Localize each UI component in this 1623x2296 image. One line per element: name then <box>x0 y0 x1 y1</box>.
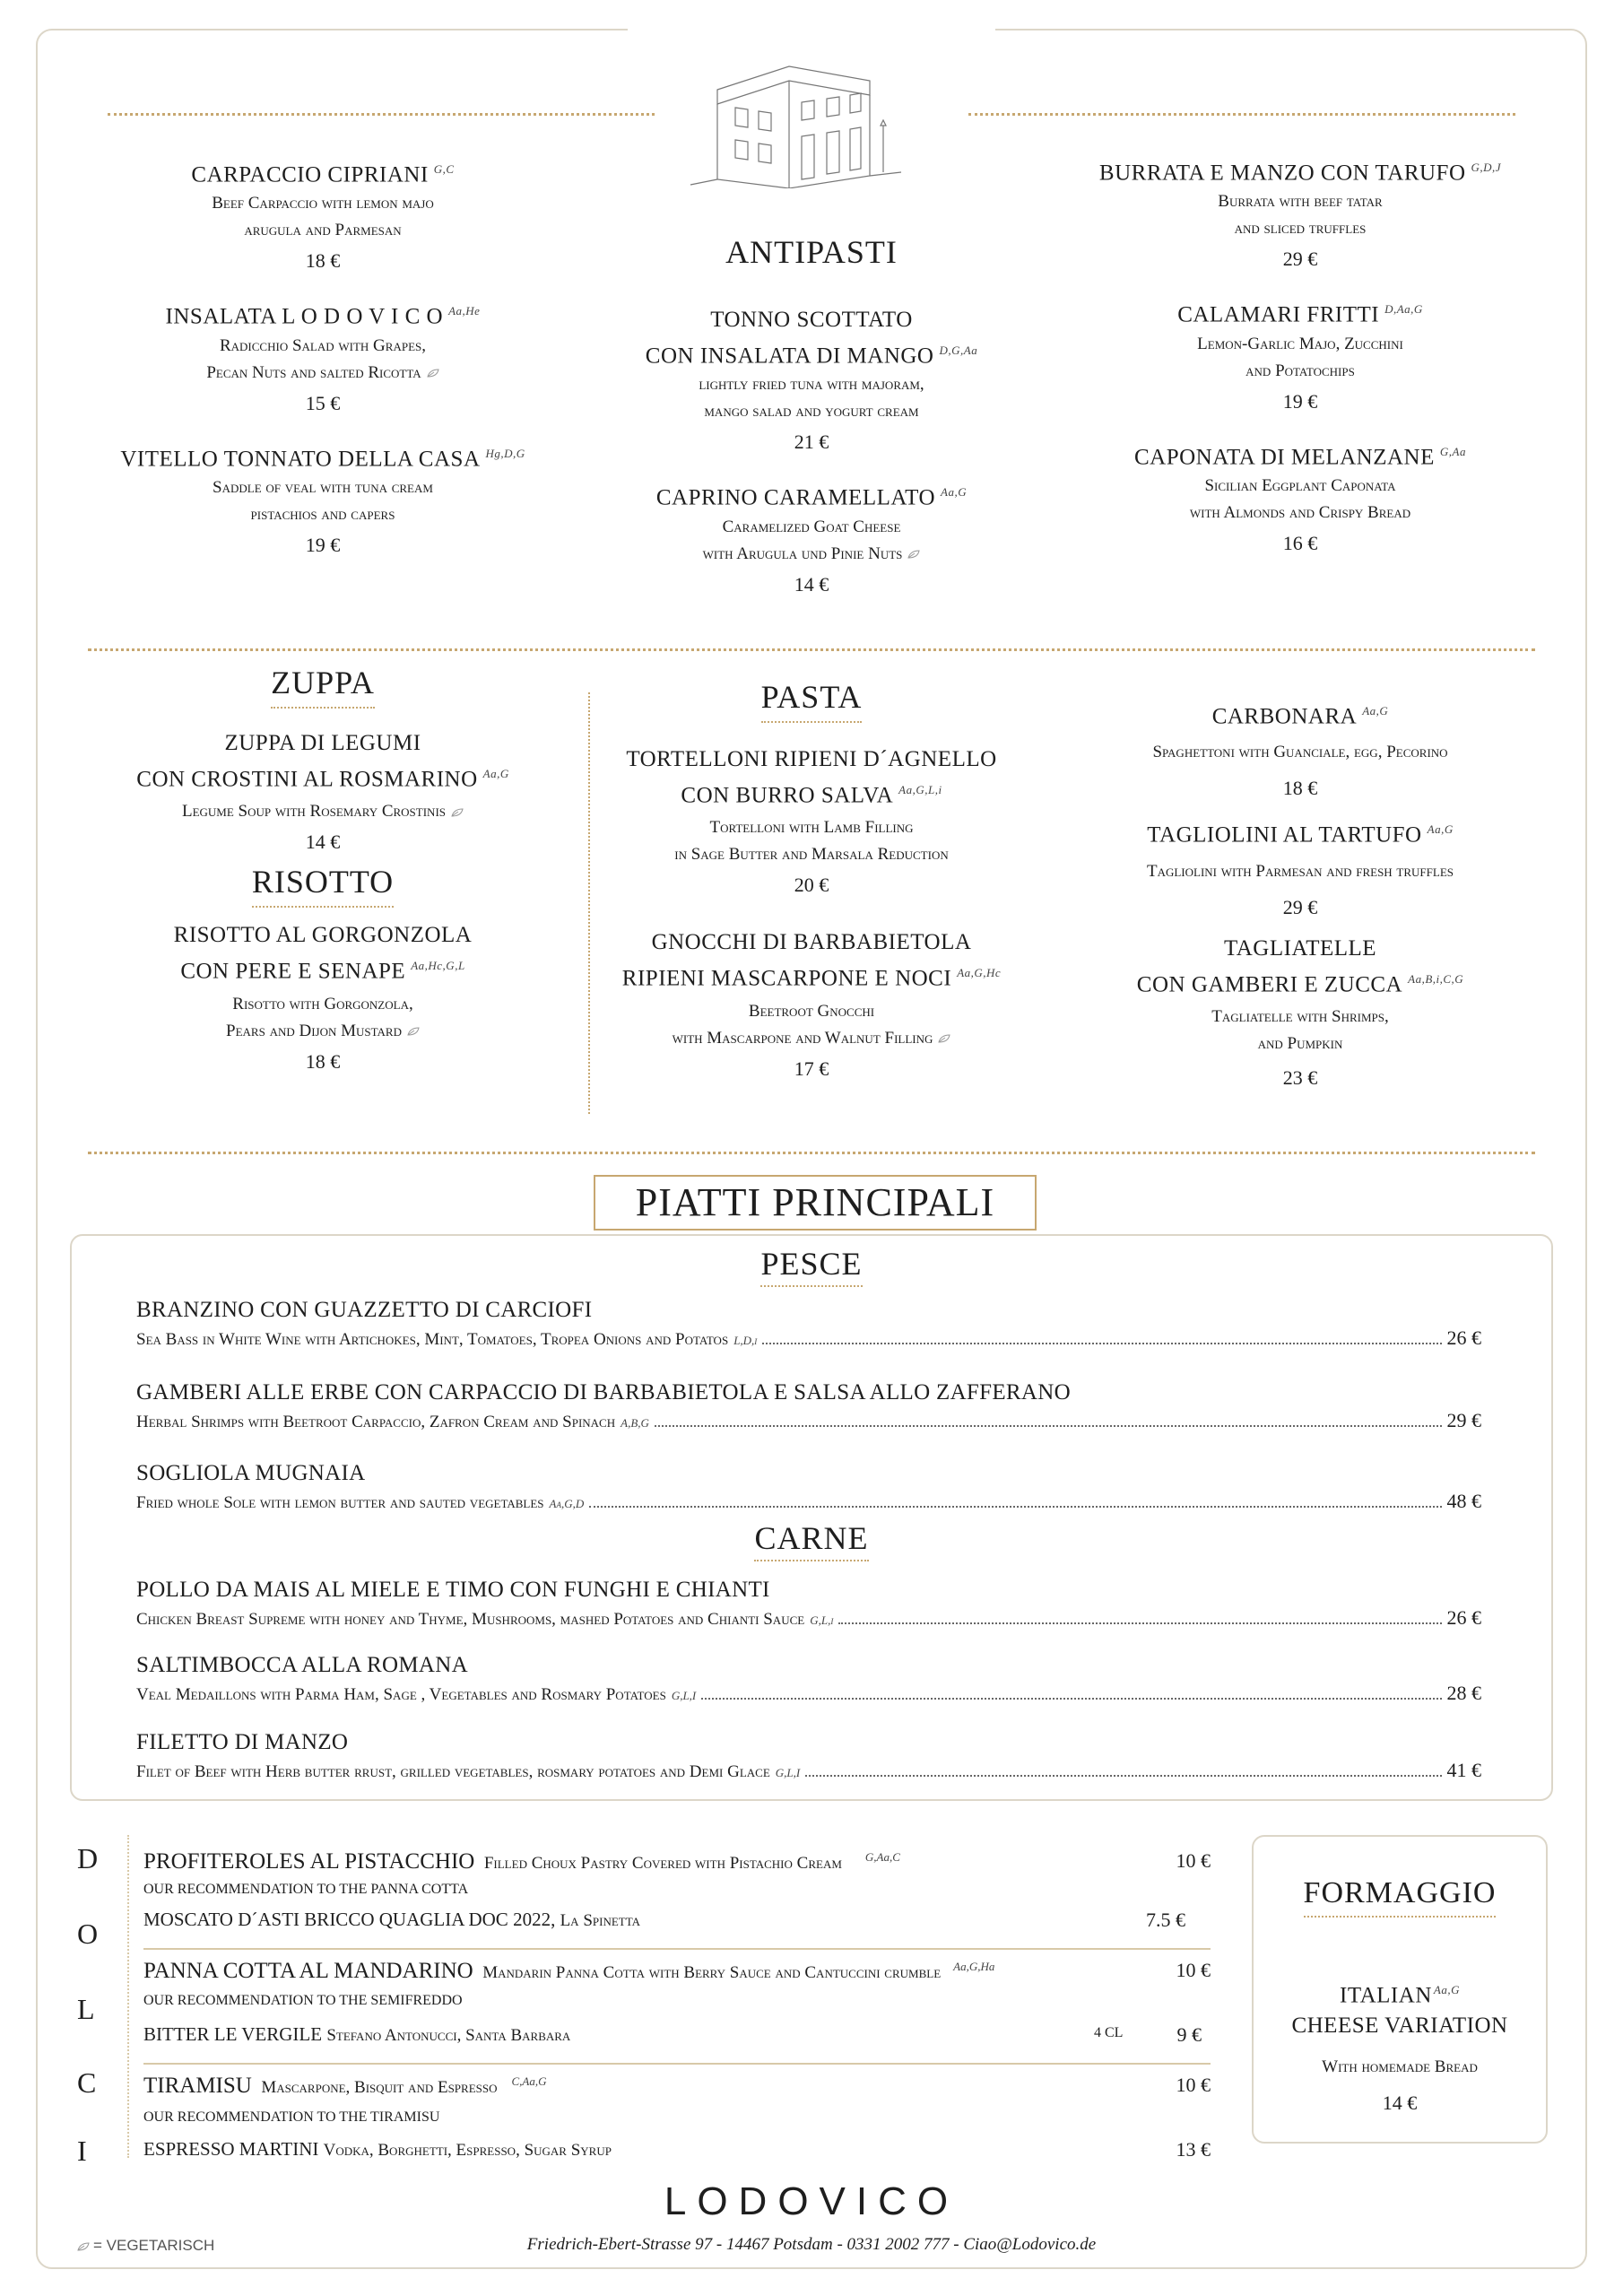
dish-name: CON BURRO SALVA $^{Aa,G,L,i}$ <box>681 783 942 808</box>
dish-price: 48 € <box>1446 1490 1481 1512</box>
dish-name: BRANZINO CON GUAZZETTO DI CARCIOFI <box>136 1298 593 1322</box>
dish-name: GAMBERI ALLE ERBE CON CARPACCIO DI BARBABIETOLA E SALSA ALLO ZAFFERANO <box>136 1380 1071 1405</box>
wine-price: 9 € <box>1176 2023 1202 2046</box>
pasta-right-column <box>1085 696 1515 1113</box>
dish-price: 16 € <box>1282 531 1318 554</box>
allergen-codes: Aa,G <box>482 767 509 780</box>
divider-vertical <box>588 692 590 1114</box>
antipasti-heading: ANTIPASTI <box>725 234 898 270</box>
dish-desc: and Pumpkin <box>1257 1033 1343 1053</box>
allergen-codes: D,Aa,G <box>1384 302 1423 317</box>
dish-item <box>619 477 1004 596</box>
dish-name: CON PERE E SENAPE $^{Aa,Hc,G,L}$ <box>180 959 465 984</box>
dish-price: 21 € <box>794 430 829 454</box>
dish-item <box>108 439 538 557</box>
dish-price: 26 € <box>1446 1606 1481 1629</box>
dish-desc-line: Herbal Shrimps with Beetroot Carpaccio, Zafron Cream and Spinach A,B,G 29 € <box>136 1408 1481 1436</box>
allergen-codes: A,B,G <box>621 1416 649 1430</box>
dish-name: POLLO DA MAIS AL MIELE E TIMO CON FUNGHI E CHIANTI <box>136 1578 770 1602</box>
dish-name: TONNO SCOTTATO <box>710 308 913 332</box>
dish-price: 28 € <box>1446 1682 1481 1704</box>
dessert-divider <box>143 2063 1211 2065</box>
main-dish-item <box>136 1727 1481 1786</box>
divider-top-right <box>968 113 1515 116</box>
brand-logo: LODOVICO <box>664 2179 959 2223</box>
dish-desc: Spaghettoni with Guanciale, egg, Pecorino <box>1152 743 1448 762</box>
dish-item <box>1085 437 1515 555</box>
dish-price: 15 € <box>305 391 341 414</box>
dish-desc: lightly fried tuna with majoram, <box>699 375 924 395</box>
dish-name: TORTELLONI RIPIENI D´AGNELLO <box>626 747 997 771</box>
dish-name: CON CROSTINI AL ROSMARINO $^{Aa,G}$ <box>136 767 509 792</box>
formaggio-heading: FORMAGGIO <box>1304 1876 1497 1918</box>
dish-item <box>1085 152 1515 271</box>
leader-dots <box>805 1775 1441 1777</box>
dessert-item <box>143 1849 1211 1874</box>
main-dish-item <box>136 1458 1481 1517</box>
dish-desc: Beetroot Gnocchi <box>748 1001 875 1021</box>
dish-item <box>1085 696 1515 800</box>
dish-price: 20 € <box>794 874 829 897</box>
dolci-letter: O <box>77 1918 99 1950</box>
dish-name: PROFITEROLES AL PISTACCHIO <box>143 1849 475 1874</box>
dessert-item <box>143 2074 1211 2099</box>
leaf-icon <box>77 2242 90 2251</box>
dish-name: TAGLIATELLE <box>1223 935 1377 961</box>
main-dish-item <box>136 1378 1481 1436</box>
dish-desc: in Sage Butter and Marsala Reduction <box>674 845 949 865</box>
allergen-codes: C,Aa,G <box>511 2074 547 2088</box>
allergen-codes: G,D,J <box>1471 161 1502 174</box>
dish-desc: Mandarin Panna Cotta with Berry Sauce and Cantuccini crumble <box>482 1963 942 1982</box>
dish-price: 10 € <box>1176 1959 1211 1981</box>
dish-price: 17 € <box>794 1057 829 1080</box>
dish-name: CAPRINO CARAMELLATO $^{Aa,G}$ <box>655 485 968 510</box>
dish-name: RISOTTO AL GORGONZOLA <box>173 923 473 948</box>
dish-name: ZUPPA DI LEGUMI <box>224 731 421 755</box>
dish-desc: Tagliolini with Parmesan and fresh truffles <box>1146 861 1454 881</box>
leaf-icon <box>938 1034 950 1043</box>
dish-desc: Pecan Nuts and salted Ricotta <box>108 360 538 387</box>
dish-price: 10 € <box>1176 2074 1211 2096</box>
principali-title-box <box>594 1175 1037 1231</box>
allergen-codes: D,G,Aa <box>939 344 978 357</box>
dish-desc: Pears and Dijon Mustard <box>108 1018 538 1045</box>
dish-name: INSALATA L O D O V I C O $^{Aa,He}$ <box>165 304 481 329</box>
dish-price: 29 € <box>1446 1409 1481 1431</box>
dish-desc-line: Chicken Breast Supreme with honey and Thyme, Mushrooms, mashed Potatoes and Chianti Sauce G,L,i 26 € <box>136 1605 1481 1633</box>
dish-price: 14 € <box>1382 2092 1418 2115</box>
allergen-codes: L,D,i <box>733 1334 758 1347</box>
dish-desc-line: Veal Medaillons with Parma Ham, Sage , Vegetables and Rosmary Potatoes G,L,I 28 € <box>136 1681 1481 1709</box>
dish-price: 18 € <box>1282 777 1318 800</box>
dish-name: GNOCCHI DI BARBABIETOLA <box>651 930 972 955</box>
dish-item <box>108 920 538 1073</box>
allergen-codes: Aa,G,Ha <box>953 1960 995 1973</box>
dish-price: 41 € <box>1446 1759 1481 1781</box>
dish-desc-line: Filet of Beef with Herb butter rrust, grilled vegetables, rosmary potatoes and Demi Glace G,L,I 41 € <box>136 1758 1481 1786</box>
dish-name: PANNA COTTA AL MANDARINO <box>143 1959 473 1983</box>
wine-desc: Vodka, Borghetti, Espresso, Sugar Syrup <box>323 2141 612 2160</box>
main-dish-item <box>136 1575 1481 1633</box>
recommendation-label: OUR RECOMMENDATION TO THE PANNA COTTA <box>143 1882 469 1897</box>
carne-heading: CARNE <box>722 1519 901 1557</box>
allergen-codes: Aa,He <box>448 304 481 318</box>
dish-desc: Sicilian Eggplant Caponata <box>1204 475 1396 495</box>
allergen-codes: G,Aa <box>1439 444 1466 458</box>
allergen-codes: Aa,G,Hc <box>957 966 1002 980</box>
dish-desc: Burrata with beef tatar <box>1218 192 1383 212</box>
wine-name: ESPRESSO MARTINI <box>143 2138 319 2160</box>
dolci-letter: C <box>77 2066 97 2099</box>
dish-price: 14 € <box>794 572 829 596</box>
allergen-codes: Hg,D,G <box>485 446 525 460</box>
leader-dots <box>589 1506 1441 1508</box>
recommendation-label: OUR RECOMMENDATION TO THE TIRAMISU <box>143 2109 440 2125</box>
main-dish-item <box>136 1650 1481 1709</box>
pesce-heading: PESCE <box>722 1245 901 1283</box>
dish-name: CON INSALATA DI MANGO $^{D,G,Aa}$ <box>645 344 978 369</box>
allergen-codes: Aa,G <box>1433 1983 1460 1996</box>
dish-price: 19 € <box>305 533 341 556</box>
dish-desc: with Mascarpone and Walnut Filling <box>619 1025 1004 1052</box>
dish-price: 10 € <box>1176 1849 1211 1872</box>
risotto-heading: RISOTTO <box>252 863 394 908</box>
antipasti-heading-wrap <box>628 233 995 271</box>
allergen-codes: Aa,G <box>1362 704 1389 718</box>
dish-name: BURRATA E MANZO CON TARUFO $^{G,D,J}$ <box>1098 161 1502 186</box>
zuppa-risotto-column <box>108 664 538 1097</box>
dish-desc: Risotto with Gorgonzola, <box>232 994 413 1013</box>
wine-name: MOSCATO D´ASTI BRICCO QUAGLIA DOC 2022, <box>143 1909 556 1930</box>
allergen-codes: G,C <box>433 162 455 176</box>
allergen-codes: Aa,G,D <box>549 1497 585 1510</box>
main-dish-item <box>136 1295 1481 1353</box>
wine-desc: La Spinetta <box>560 1911 641 1930</box>
leader-dots <box>762 1343 1441 1344</box>
dish-item <box>619 927 1004 1080</box>
dessert-divider <box>143 1948 1211 1950</box>
dish-price: 26 € <box>1446 1326 1481 1349</box>
leader-dots <box>838 1622 1441 1624</box>
dish-desc: Filled Choux Pastry Covered with Pistachio Cream <box>483 1854 842 1873</box>
dish-price: 29 € <box>1282 895 1318 918</box>
dish-name: ITALIAN $^{Aa,G}$ <box>1340 1983 1460 2008</box>
dish-name: FILETTO DI MANZO <box>136 1730 349 1754</box>
dish-name: RIPIENI MASCARPONE E NOCI $^{Aa,G,Hc}$ <box>621 966 1002 991</box>
dish-price: 23 € <box>1282 1065 1318 1089</box>
dish-price: 18 € <box>305 249 341 273</box>
dish-desc: Beef Carpaccio with lemon majo <box>212 194 434 213</box>
dish-item <box>619 744 1004 897</box>
building-illustration <box>681 54 906 188</box>
dish-name: SOGLIOLA MUGNAIA <box>136 1461 366 1485</box>
dolci-letter: D <box>77 1842 99 1874</box>
dish-item <box>1085 294 1515 413</box>
allergen-codes: Aa,G <box>1427 822 1454 837</box>
dish-desc-line: Sea Bass in White Wine with Artichokes, Mint, Tomatoes, Tropea Onions and Potatos L,D,i 26 € <box>136 1326 1481 1353</box>
allergen-codes: Aa,G <box>941 485 968 500</box>
dish-name: CAPONATA DI MELANZANE $^{G,Aa}$ <box>1134 444 1466 469</box>
dish-desc: Legume Soup with Rosemary Crostinis <box>108 798 538 825</box>
wine-desc: Stefano Antonucci, Santa Barbara <box>326 2026 571 2045</box>
antipasti-left-column <box>108 154 538 580</box>
dish-desc: Tagliatelle with Shrimps, <box>1211 1006 1389 1026</box>
dish-name: CARBONARA $^{Aa,G}$ <box>1211 704 1389 729</box>
leaf-icon <box>407 1027 420 1036</box>
dish-desc: With homemade Bread <box>1322 2057 1478 2077</box>
dish-desc: Radicchio Salad with Grapes, <box>219 335 426 355</box>
zuppa-heading: ZUPPA <box>271 664 375 709</box>
dish-item <box>108 154 538 273</box>
dish-name: SALTIMBOCCA ALLA ROMANA <box>136 1653 468 1677</box>
wine-size: 4 CL <box>1094 2025 1124 2040</box>
dish-desc: Saddle of veal with tuna cream <box>213 477 433 497</box>
dish-desc: pistachios and capers <box>250 504 395 524</box>
dolci-letter: L <box>77 1993 95 2025</box>
pasta-heading: PASTA <box>761 678 863 723</box>
dish-item <box>108 296 538 414</box>
wine-pairing <box>143 1909 1202 1931</box>
dish-desc: with Almonds and Crispy Bread <box>1189 502 1411 522</box>
allergen-codes: Aa,G,L,i <box>898 783 942 796</box>
dish-desc: Caramelized Goat Cheese <box>722 517 901 536</box>
divider-pasta <box>88 1152 1535 1154</box>
dish-desc: Tortelloni with Lamb Filling <box>709 818 914 838</box>
dish-name: CALAMARI FRITTI $^{D,Aa,G}$ <box>1177 302 1423 327</box>
vegetarian-legend: = VEGETARISCH <box>77 2237 214 2255</box>
dish-price: 19 € <box>1282 389 1318 413</box>
dish-price: 29 € <box>1282 248 1318 271</box>
dish-desc-line: Fried whole Sole with lemon butter and sauted vegetables Aa,G,D 48 € <box>136 1489 1481 1517</box>
frame-gap <box>628 22 995 38</box>
dish-name: VITELLO TONNATO DELLA CASA $^{Hg,D,G}$ <box>120 446 525 471</box>
dish-name: TAGLIOLINI AL TARTUFO $^{Aa,G}$ <box>1147 822 1454 848</box>
dish-name: TIRAMISU <box>143 2074 252 2098</box>
dish-name: CARPACCIO CIPRIANI $^{G,C}$ <box>191 162 455 187</box>
dish-price: 14 € <box>305 831 341 854</box>
wine-name: BITTER LE VERGILE <box>143 2023 323 2045</box>
dish-desc: with Arugula und Pinie Nuts <box>619 541 1004 568</box>
allergen-codes: G,L,i <box>810 1613 834 1627</box>
leaf-icon <box>451 808 464 817</box>
allergen-codes: G,L,I <box>671 1689 697 1702</box>
dish-name: CON GAMBERI E ZUCCA $^{Aa,B,i,C,G}$ <box>1136 971 1464 996</box>
dish-item <box>1085 934 1515 1090</box>
leader-dots <box>655 1425 1442 1427</box>
leaf-icon <box>907 550 920 559</box>
dish-desc: mango salad and yogurt cream <box>704 402 919 422</box>
dish-item <box>1085 814 1515 918</box>
divider-top-left <box>108 113 655 116</box>
dessert-item <box>143 1959 1211 1984</box>
allergen-codes: G,L,I <box>775 1766 801 1779</box>
recommendation-label: OUR RECOMMENDATION TO THE SEMIFREDDO <box>143 1993 463 2008</box>
dolci-letter: I <box>77 2135 87 2167</box>
wine-pairing <box>143 2023 1211 2046</box>
antipasti-right-column <box>1085 152 1515 578</box>
antipasti-center-column <box>619 305 1004 620</box>
wine-price: 7.5 € <box>1146 1909 1185 1931</box>
dish-desc: and sliced truffles <box>1234 219 1367 239</box>
dish-desc: and Potatochips <box>1245 361 1355 380</box>
dolci-vertical-line <box>127 1835 129 2158</box>
allergen-codes: G,Aa,C <box>864 1850 900 1864</box>
leader-dots <box>701 1698 1441 1700</box>
dish-desc: Lemon-Garlic Majo, Zucchini <box>1197 334 1403 353</box>
allergen-codes: Aa,B,i,C,G <box>1408 971 1464 986</box>
formaggio-content <box>1252 1876 1548 2115</box>
pasta-center-column <box>619 678 1004 1104</box>
dish-item <box>108 728 538 854</box>
dish-desc: arugula and Parmesan <box>244 221 402 240</box>
dish-price: 18 € <box>305 1049 341 1073</box>
wine-pairing <box>143 2138 1211 2161</box>
wine-price: 13 € <box>1176 2138 1211 2161</box>
principali-heading: PIATTI PRINCIPALI <box>635 1180 995 1224</box>
leaf-icon <box>427 369 439 378</box>
allergen-codes: Aa,Hc,G,L <box>411 959 465 973</box>
divider-antipasti <box>88 648 1535 651</box>
dish-item <box>619 305 1004 454</box>
dish-name: CHEESE VARIATION <box>1291 2013 1508 2039</box>
footer-address: Friedrich-Ebert-Strasse 97 - 14467 Potsdam - 0331 2002 777 - Ciao@Lodovico.de <box>526 2235 1097 2254</box>
dish-desc: Mascarpone, Bisquit and Espresso <box>261 2078 498 2097</box>
